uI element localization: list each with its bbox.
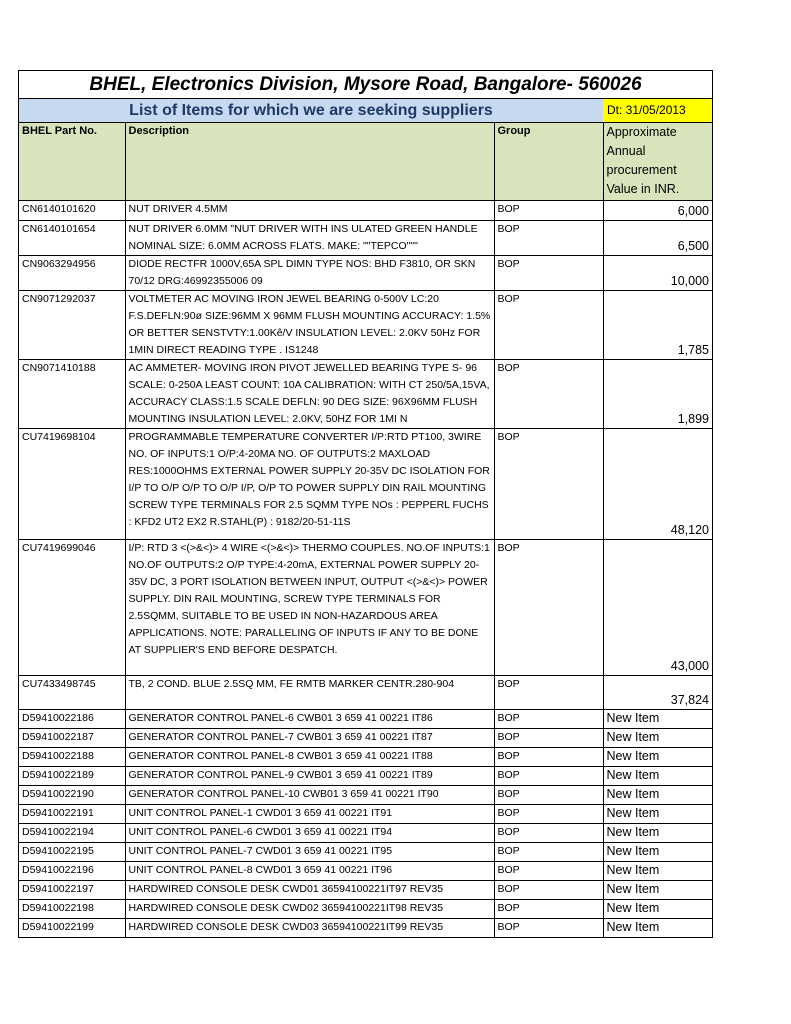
description-cell: GENERATOR CONTROL PANEL-7 CWB01 3 659 41 00221 IT87 [125,728,494,747]
header-description: Description [125,123,494,200]
description-cell: GENERATOR CONTROL PANEL-8 CWB01 3 659 41 00221 IT88 [125,747,494,766]
value-cell: 6,000 [603,200,712,220]
table-row [19,823,712,842]
part-number-cell: D59410022199 [19,918,125,937]
group-cell: BOP [494,747,603,766]
list-subtitle: List of Items for which we are seeking suppliers [19,99,603,122]
value-cell: New Item [603,747,712,766]
description-cell: NUT DRIVER 6.0MM "NUT DRIVER WITH INS ULATED GREEN HANDLE NOMINAL SIZE: 6.0MM ACROSS FLATS. MAKE: ""TEPCO""" [125,220,494,255]
description-cell: GENERATOR CONTROL PANEL-9 CWB01 3 659 41 00221 IT89 [125,766,494,785]
subtitle-bar [19,99,712,123]
table-row [19,842,712,861]
value-cell: 1,785 [603,290,712,359]
group-cell: BOP [494,255,603,290]
group-cell: BOP [494,842,603,861]
table-row [19,428,712,539]
value-cell: 10,000 [603,255,712,290]
part-number-cell: D59410022188 [19,747,125,766]
group-cell: BOP [494,200,603,220]
table-row [19,255,712,290]
table-row [19,899,712,918]
description-cell: HARDWIRED CONSOLE DESK CWD01 36594100221IT97 REV35 [125,880,494,899]
table-row [19,918,712,937]
part-number-cell: D59410022197 [19,880,125,899]
description-cell: AC AMMETER- MOVING IRON PIVOT JEWELLED BEARING TYPE S- 96 SCALE: 0-250A LEAST COUNT: 10A CALIBRATION: WITH CT 250/5A,15VA, ACCURACY CLASS:1.5 SCALE DEFLN: 90 DEG SIZE: 96X96MM FLUSH MOUNTING INSULATION LEVEL: 2.0KV, 50HZ FOR 1MI N [125,359,494,428]
part-number-cell: D59410022191 [19,804,125,823]
part-number-cell: CU7419699046 [19,539,125,675]
value-cell: New Item [603,842,712,861]
part-number-cell: CU7419698104 [19,428,125,539]
header-group: Group [494,123,603,200]
group-cell: BOP [494,918,603,937]
table-row [19,880,712,899]
value-cell: New Item [603,823,712,842]
table-row [19,539,712,675]
part-number-cell: CN9071410188 [19,359,125,428]
value-cell: 1,899 [603,359,712,428]
value-cell: New Item [603,899,712,918]
description-cell: UNIT CONTROL PANEL-6 CWD01 3 659 41 00221 IT94 [125,823,494,842]
header-part-no: BHEL Part No. [19,123,125,200]
description-cell: GENERATOR CONTROL PANEL-10 CWB01 3 659 41 00221 IT90 [125,785,494,804]
part-number-cell: CN9063294956 [19,255,125,290]
table-row [19,785,712,804]
group-cell: BOP [494,220,603,255]
group-cell: BOP [494,861,603,880]
part-number-cell: D59410022195 [19,842,125,861]
value-cell: New Item [603,880,712,899]
value-cell: 48,120 [603,428,712,539]
group-cell: BOP [494,785,603,804]
group-cell: BOP [494,766,603,785]
table-row [19,290,712,359]
table-row [19,359,712,428]
description-cell: HARDWIRED CONSOLE DESK CWD02 36594100221IT98 REV35 [125,899,494,918]
table-row [19,728,712,747]
table-row [19,220,712,255]
group-cell: BOP [494,823,603,842]
value-cell: New Item [603,709,712,728]
group-cell: BOP [494,290,603,359]
group-cell: BOP [494,359,603,428]
description-cell: I/P: RTD 3 <(>&<)> 4 WIRE <(>&<)> THERMO COUPLES. NO.OF INPUTS:1 NO.OF OUTPUTS:2 O/P TYPE:4-20mA, EXTERNAL POWER SUPPLY 20-35V DC, 3 PORT ISOLATION BETWEEN INPUT, OUTPUT <(>&<)> POWER SUPPLY. DIN RAIL MOUNTING, SCREW TYPE TERMINALS FOR 2.5SQMM, SUITABLE TO BE USED IN NON-HAZARDOUS AREA APPLICATIONS. NOTE: PARALLELING OF INPUTS IF ANY TO BE DONE AT SUPPLIER'S END BEFORE DESPATCH. [125,539,494,675]
table-row [19,861,712,880]
description-cell: GENERATOR CONTROL PANEL-6 CWB01 3 659 41 00221 IT86 [125,709,494,728]
header-value: Approximate Annual procurement Value in INR. [603,123,712,200]
description-cell: UNIT CONTROL PANEL-1 CWD01 3 659 41 00221 IT91 [125,804,494,823]
part-number-cell: D59410022198 [19,899,125,918]
description-cell: NUT DRIVER 4.5MM [125,200,494,220]
description-cell: UNIT CONTROL PANEL-8 CWD01 3 659 41 00221 IT96 [125,861,494,880]
supplier-list-sheet [18,70,713,938]
value-cell: 43,000 [603,539,712,675]
group-cell: BOP [494,804,603,823]
part-number-cell: D59410022187 [19,728,125,747]
table-row [19,804,712,823]
part-number-cell: CU7433498745 [19,675,125,709]
group-cell: BOP [494,675,603,709]
date-label: Dt: 31/05/2013 [603,99,712,122]
description-cell: PROGRAMMABLE TEMPERATURE CONVERTER I/P:RTD PT100, 3WIRE NO. OF INPUTS:1 O/P:4-20MA NO. OF OUTPUTS:2 MAXLOAD RES:1000OHMS EXTERNAL POWER SUPPLY 20-35V DC ISOLATION FOR I/P TO O/P O/P TO O/P I/P, O/P TO POWER SUPPLY DIN RAIL MOUNTING SCREW TYPE TERMINALS FOR 2.5 SQMM TYPE NOs : PEPPERL FUCHS : KFD2 UT2 EX2 R.STAHL(P) : 9182/20-51-11S [125,428,494,539]
group-cell: BOP [494,899,603,918]
description-cell: VOLTMETER AC MOVING IRON JEWEL BEARING 0-500V LC:20 F.S.DEFLN:90ø SIZE:96MM X 96MM FLUSH MOUNTING ACCURACY: 1.5% OR BETTER SENSTVTY:1.00Kê/V INSULATION LEVEL: 2.0KV 50Hz FOR 1MIN DIRECT READING TYPE . IS1248 [125,290,494,359]
value-cell: 37,824 [603,675,712,709]
part-number-cell: D59410022189 [19,766,125,785]
table-row [19,747,712,766]
value-cell: New Item [603,918,712,937]
table-row [19,766,712,785]
value-cell: New Item [603,728,712,747]
group-cell: BOP [494,539,603,675]
value-cell: New Item [603,785,712,804]
value-cell: 6,500 [603,220,712,255]
items-table [19,123,712,937]
table-row [19,709,712,728]
part-number-cell: D59410022186 [19,709,125,728]
table-row [19,200,712,220]
group-cell: BOP [494,880,603,899]
description-cell: UNIT CONTROL PANEL-7 CWD01 3 659 41 00221 IT95 [125,842,494,861]
part-number-cell: D59410022190 [19,785,125,804]
table-header-row [19,123,712,200]
group-cell: BOP [494,428,603,539]
table-row [19,675,712,709]
part-number-cell: D59410022196 [19,861,125,880]
group-cell: BOP [494,728,603,747]
value-cell: New Item [603,766,712,785]
description-cell: DIODE RECTFR 1000V,65A SPL DIMN TYPE NOS: BHD F3810, OR SKN 70/12 DRG:46992355006 09 [125,255,494,290]
document-title: BHEL, Electronics Division, Mysore Road, Bangalore- 560026 [19,71,712,99]
value-cell: New Item [603,804,712,823]
part-number-cell: CN9071292037 [19,290,125,359]
group-cell: BOP [494,709,603,728]
description-cell: HARDWIRED CONSOLE DESK CWD03 36594100221IT99 REV35 [125,918,494,937]
description-cell: TB, 2 COND. BLUE 2.5SQ MM, FE RMTB MARKER CENTR.280-904 [125,675,494,709]
part-number-cell: CN6140101654 [19,220,125,255]
value-cell: New Item [603,861,712,880]
part-number-cell: D59410022194 [19,823,125,842]
part-number-cell: CN6140101620 [19,200,125,220]
